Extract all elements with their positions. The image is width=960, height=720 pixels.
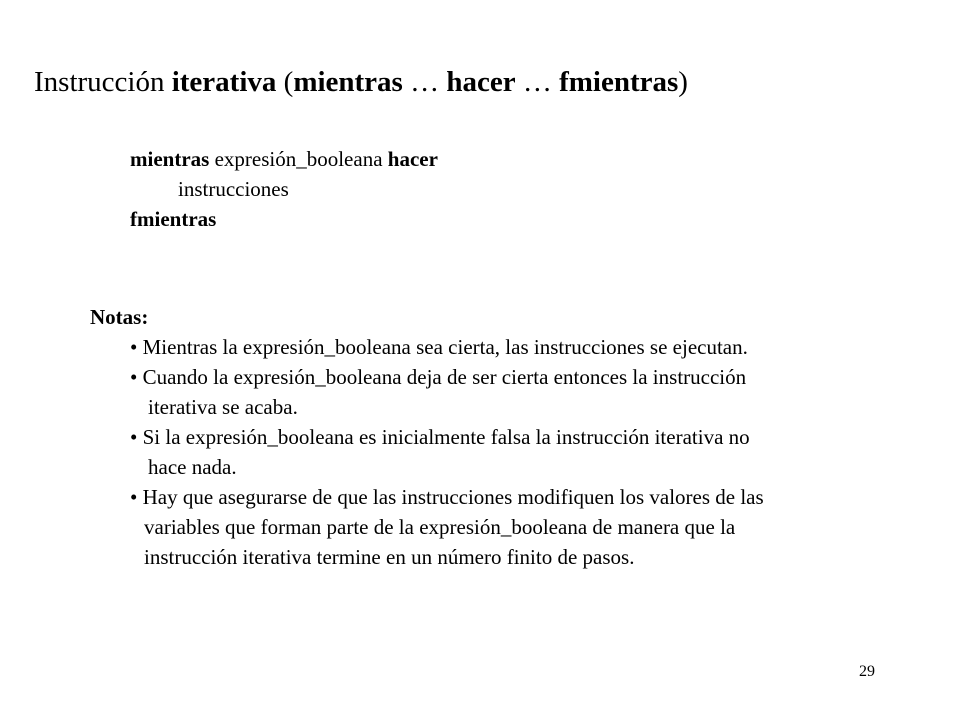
notes-heading: Notas: — [90, 305, 149, 329]
syntax-keyword-mientras: mientras — [130, 147, 210, 171]
note-4-line-1: • Hay que asegurarse de que las instrucciones modifiquen los valores de las — [130, 485, 764, 509]
title-open-paren: ( — [276, 66, 294, 98]
note-item — [130, 332, 764, 362]
title-close-paren: ) — [678, 66, 688, 98]
note-item — [130, 482, 764, 572]
page-number: 29 — [859, 663, 875, 680]
note-3-line-1: • Si la expresión_booleana es inicialmente falsa la instrucción iterativa no — [130, 425, 750, 449]
note-item — [130, 422, 764, 482]
title-ellipsis-2: … — [515, 66, 560, 98]
note-4-line-2: variables que forman parte de la expresión_booleana de manera que la — [144, 515, 736, 539]
syntax-line-end — [130, 204, 438, 234]
slide-title — [34, 62, 688, 102]
note-4-line-3: instrucción iterativa termine en un número finito de pasos. — [144, 545, 635, 569]
notes-section — [90, 302, 764, 572]
title-keyword-hacer: hacer — [446, 66, 516, 98]
syntax-line-header — [130, 144, 438, 174]
syntax-keyword-hacer: hacer — [387, 147, 438, 171]
note-1-line-1: • Mientras la expresión_booleana sea cierta, las instrucciones se ejecutan. — [130, 335, 748, 359]
note-2-line-2: iterativa se acaba. — [148, 395, 298, 419]
title-prefix: Instrucción — [34, 66, 172, 98]
note-3-line-2: hace nada. — [148, 455, 237, 479]
note-item — [130, 362, 764, 422]
title-keyword-mientras: mientras — [293, 66, 403, 98]
syntax-block — [130, 144, 438, 234]
title-keyword-fmientras: fmientras — [559, 66, 679, 98]
title-kind: iterativa — [171, 66, 277, 98]
syntax-keyword-fmientras: fmientras — [130, 207, 217, 231]
syntax-condition: expresión_booleana — [209, 147, 388, 171]
syntax-body: instrucciones — [178, 177, 289, 201]
title-ellipsis-1: … — [402, 66, 447, 98]
note-2-line-1: • Cuando la expresión_booleana deja de ser cierta entonces la instrucción — [130, 365, 747, 389]
